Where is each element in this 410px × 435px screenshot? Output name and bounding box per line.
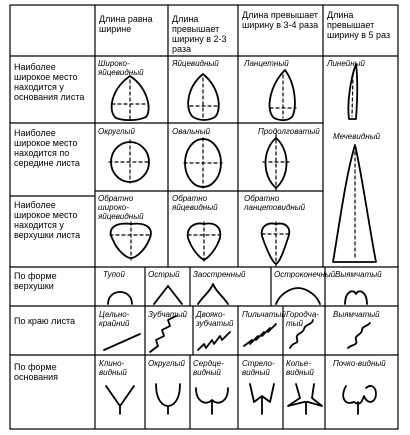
entire-edge-shape [104,334,140,350]
serrulate-edge-shape [244,324,276,346]
label-basis-hastate: Копье-видный [286,359,314,377]
label-linear: Линейный [327,59,365,68]
header-col3: Длина превышает ширину в 3-4 раза [242,10,319,30]
label-oblong: Продолговатый [258,127,320,136]
cuneate-basis-shape [106,386,134,414]
label-apex-acuminate: Остроконечный [274,270,336,279]
label-oblanceolate: Обратно ланцетовидный [244,194,306,212]
label-apex-emarginate: Выямчатый [335,270,382,279]
row-label-apex: По форме верхушки [14,271,57,291]
label-edge-crenate: Городча-тый [286,310,319,328]
row-label-base: Наиболее широкое место находится у основания листа [14,62,85,102]
label-obovate: Обратно яйцевидный [172,194,218,212]
label-broad-ovate: Широко-яйцевидный [98,59,144,77]
serrate-edge-shape [150,316,176,352]
acute-apex-shape [154,286,182,304]
label-basis-reniform: Почко-видный [333,359,386,368]
label-apex-pointed: Заостренный [193,270,246,279]
label-basis-cordate: Сердце-видный [193,359,224,377]
blunt-apex-shape [108,292,132,304]
acuminate-apex-shape [276,288,320,304]
sinuate-edge-shape [348,323,370,348]
row-label-edge: По краю листа [14,316,75,326]
label-edge-double-serrate: Двояко-зубчатый [196,310,234,328]
pointed-apex-shape [198,284,228,304]
header-col2: Длина превышает ширину в 2-3 раза [172,14,227,54]
header-col1: Длина равна ширине [99,14,153,34]
label-basis-cuneate: Клино-видный [99,359,127,377]
rounded-basis-shape [156,384,180,414]
double-serrate-edge-shape [198,332,230,350]
cordate-basis-shape [196,388,228,414]
label-ensiform: Мечевидный [333,132,381,141]
label-basis-rounded: Округлый [148,359,185,368]
label-apex-blunt: Тупой [103,270,125,279]
label-edge-serrate: Зубчатый [148,310,187,319]
label-edge-serrulate: Пильчатый [242,310,286,319]
lanceolate-leaf [270,70,295,120]
label-obovate-broad: Обратно широко-яйцевидный [98,194,144,221]
label-oval: Овальный [172,127,211,136]
label-lanceolate: Ланцетный [244,59,289,68]
sagittate-basis-shape [250,384,274,414]
row-label-top: Наиболее широкое место находится у верхушки листа [14,200,81,240]
label-edge-entire: Цельно-крайний [99,310,130,328]
emarginate-apex-shape [345,291,367,304]
label-apex-acute: Острый [148,270,180,279]
reniform-basis-shape [343,386,376,414]
row-label-basis: По форме основания [14,362,59,382]
header-col4: Длина превышает ширину в 5 раз [327,10,391,40]
label-edge-sinuate: Выямчатый [333,310,380,319]
label-round: Округлый [98,127,135,136]
row-label-middle: Наиболее широкое место находится по середине листа [14,128,80,168]
label-ovate: Яйцевидный [172,59,219,68]
hastate-basis-shape [288,384,322,414]
label-basis-sagittate: Стрело-видный [242,359,275,377]
